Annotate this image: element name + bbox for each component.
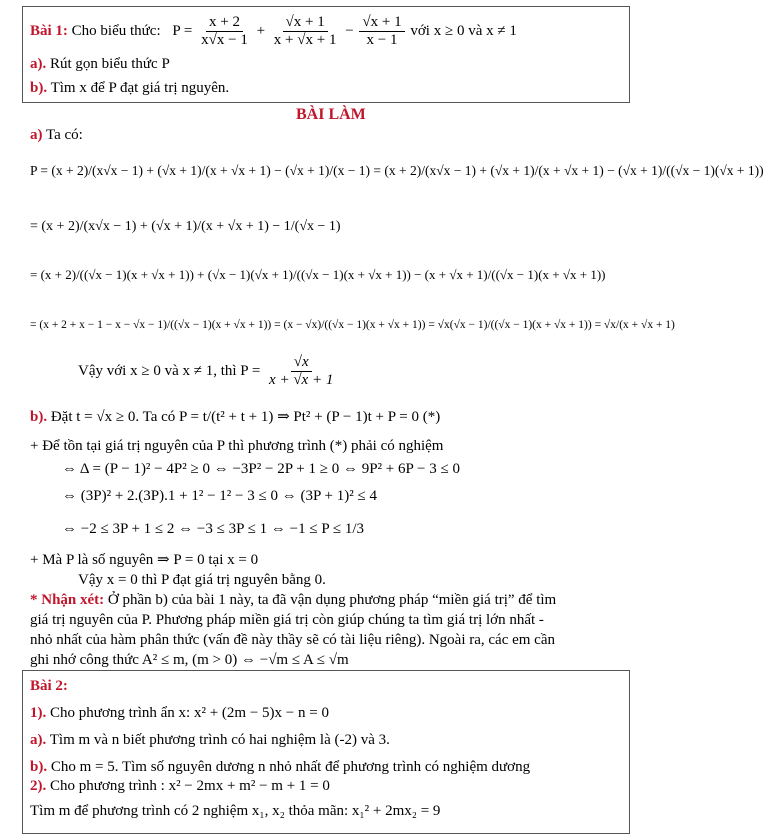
exercise-2-part-2: 2). Cho phương trình : x² − 2mx + m² − m + 1 = 0 bbox=[30, 778, 330, 794]
solution-heading: BÀI LÀM bbox=[296, 106, 366, 123]
solution-b-line-6: + Mà P là số nguyên ⇒ P = 0 tại x = 0 bbox=[30, 552, 259, 568]
exercise-2-part-b: b). Cho m = 5. Tìm số nguyên dương n nhỏ nhất để phương trình có nghiệm dương bbox=[30, 759, 531, 775]
exercise-1-part-b: b). Tìm x để P đạt giá trị nguyên. bbox=[30, 80, 230, 96]
exercise-2-part-a: a). Tìm m và n biết phương trình có hai nghiệm là (-2) và 3. bbox=[30, 732, 390, 748]
exercise-2-part-1: 1). Cho phương trình ẩn x: x² + (2m − 5)x − n = 0 bbox=[30, 705, 329, 721]
remark-line-1: * Nhận xét: Ở phần b) của bài 1 này, ta đã vận dụng phương pháp “miền giá trị” để tìm bbox=[30, 592, 557, 608]
exercise-1-title: Bài 1: bbox=[30, 22, 68, 39]
solution-a-conclusion: Vậy với x ≥ 0 và x ≠ 1, thì P = $\frac{√x}{x + √x + 1}$ bbox=[78, 354, 338, 389]
fraction: $\frac{√x}{x + √x + 1}$ bbox=[269, 354, 334, 388]
remark-line-4: ghi nhớ công thức A² ≤ m, (m > 0) ⇔ −√m ≤ A ≤ √m bbox=[30, 652, 349, 668]
solution-b-line-1: b). Đặt t = √x ≥ 0. Ta có P = t/(t² + t + 1) ⇒ Pt² + (P − 1)t + P = 0 (*) bbox=[30, 409, 441, 425]
solution-b-line-2: + Để tồn tại giá trị nguyên của P thì phương trình (*) phải có nghiệm bbox=[30, 438, 444, 454]
solution-b-line-3: ⇔ Δ = (P − 1)² − 4P² ≥ 0 ⇔ −3P² − 2P + 1 ≥ 0 ⇔ 9P² + 6P − 3 ≤ 0 bbox=[62, 461, 460, 477]
solution-a-line-2: = (x + 2)/(x√x − 1) + (√x + 1)/(x + √x + 1) − 1/(√x − 1) bbox=[30, 219, 341, 234]
exercise-1-part-a: a). Rút gọn biểu thức P bbox=[30, 56, 170, 72]
solution-b-line-4: ⇔ (3P)² + 2.(3P).1 + 1² − 1² − 3 ≤ 0 ⇔ (3P + 1)² ≤ 4 bbox=[62, 488, 377, 504]
remark-line-2: giá trị nguyên của P. Phương pháp miền giá trị còn giúp chúng ta tìm giá trị lớn nhất - bbox=[30, 612, 544, 628]
remark-line-3: nhỏ nhất của hàm phân thức (vấn đề này thầy sẽ có tài liệu riêng). Ngoài ra, các em cần bbox=[30, 632, 555, 648]
fraction: $\frac{x + 2}{x√x - 1}$ bbox=[201, 14, 248, 48]
solution-a-line-1: P = (x + 2)/(x√x − 1) + (√x + 1)/(x + √x + 1) − (√x + 1)/(x − 1) = (x + 2)/(x√x − 1) + (√x + 1)/(x + √x + 1) − (√x + 1)/((√x − 1)(√x + 1)) bbox=[30, 163, 764, 178]
solution-a-intro: a) Ta có: bbox=[30, 127, 83, 143]
exercise-1-statement: Bài 1: Cho biểu thức: P = $\frac{x + 2}{x√x - 1}$ + $\frac{√x + 1}{x + √x + 1}$ − $\frac{√x + 1}{x - 1}$ với x ≥ 0 và x ≠ 1 bbox=[30, 14, 517, 48]
solution-a-line-3: = (x + 2)/((√x − 1)(x + √x + 1)) + (√x − 1)(√x + 1)/((√x − 1)(x + √x + 1)) − (x + √x + 1)/((√x − 1)(x + √x + 1)) bbox=[30, 267, 606, 282]
solution-b-line-5: ⇔ −2 ≤ 3P + 1 ≤ 2 ⇔ −3 ≤ 3P ≤ 1 ⇔ −1 ≤ P ≤ 1/3 bbox=[62, 521, 365, 537]
solution-b-line-7: Vậy x = 0 thì P đạt giá trị nguyên bằng 0. bbox=[78, 572, 326, 588]
solution-a-line-4: = (x + 2 + x − 1 − x − √x − 1)/((√x − 1)(x + √x + 1)) = (x − √x)/((√x − 1)(x + √x + 1)) = √x(√x − 1)/((√x − 1)(x + √x + 1)) = √x/(x + √x + 1) bbox=[30, 319, 675, 331]
exercise-2-title: Bài 2: bbox=[30, 678, 68, 694]
fraction: $\frac{√x + 1}{x + √x + 1}$ bbox=[273, 14, 337, 48]
exercise-2-last-line: Tìm m để phương trình có 2 nghiệm x₁, x₂ thỏa mãn: x₁² + 2mx₂ = 9 bbox=[30, 803, 441, 819]
fraction: $\frac{√x + 1}{x - 1}$ bbox=[359, 14, 404, 49]
